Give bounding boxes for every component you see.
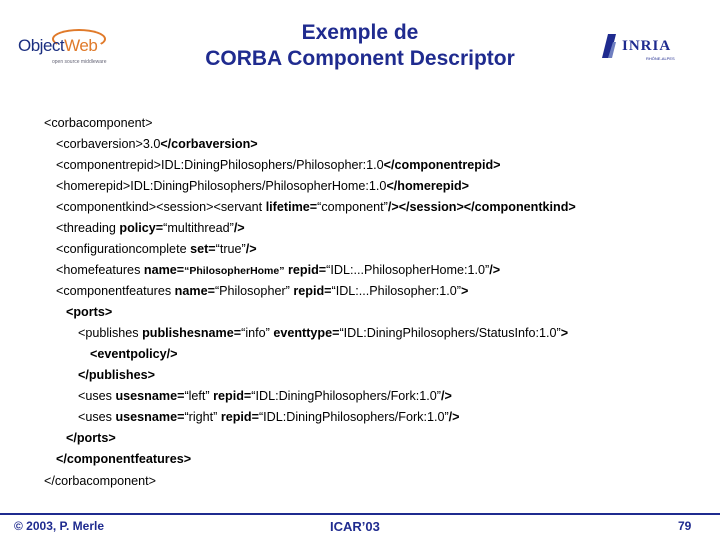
inria-wordmark: INRIA bbox=[622, 38, 672, 54]
code-line: <configurationcomplete set=“true”/> bbox=[56, 242, 257, 256]
code-line: <ports> bbox=[66, 305, 113, 319]
title-line-2: CORBA Component Descriptor bbox=[205, 47, 515, 70]
slide-title bbox=[150, 20, 570, 72]
objectweb-wordmark: ObjectWeb bbox=[18, 36, 98, 55]
code-line: <corbaversion>3.0</corbaversion> bbox=[56, 137, 258, 151]
code-line: <publishes publishesname=“info” eventtype=“IDL:DiningPhilosophers/StatusInfo:1.0”> bbox=[78, 326, 569, 340]
code-line: </ports> bbox=[66, 431, 116, 445]
objectweb-logo bbox=[14, 28, 126, 70]
code-line: </corbacomponent> bbox=[44, 474, 157, 488]
objectweb-tagline: open source middleware bbox=[52, 59, 107, 65]
code-line: </publishes> bbox=[78, 368, 155, 382]
code-line: <eventpolicy/> bbox=[90, 347, 178, 361]
code-line: <componentfeatures name=“Philosopher” repid=“IDL:...Philosopher:1.0”> bbox=[56, 284, 469, 298]
page-number: 79 bbox=[678, 519, 692, 533]
code-line: <homefeatures name=“PhilosopherHome” repid=“IDL:...PhilosopherHome:1.0”/> bbox=[56, 263, 501, 277]
footer-divider bbox=[0, 513, 720, 515]
code-line: <uses usesname=“left” repid=“IDL:DiningPhilosophers/Fork:1.0”/> bbox=[78, 389, 452, 403]
inria-logo-icon bbox=[600, 28, 682, 64]
inria-logo bbox=[600, 28, 682, 64]
code-line: <homerepid>IDL:DiningPhilosophers/PhilosopherHome:1.0</homerepid> bbox=[56, 179, 470, 193]
title-line-1: Exemple de bbox=[301, 21, 419, 44]
code-line: <uses usesname=“right” repid=“IDL:DiningPhilosophers/Fork:1.0”/> bbox=[78, 410, 460, 424]
code-line: </componentfeatures> bbox=[56, 452, 192, 466]
code-line: <componentkind><session><servant lifetime=“component”/></session></componentkind> bbox=[56, 200, 576, 214]
code-line: <componentrepid>IDL:DiningPhilosophers/Philosopher:1.0</componentrepid> bbox=[56, 158, 501, 172]
inria-subtext: RHÔNE-ALPES bbox=[646, 56, 675, 61]
code-line: <threading policy=“multithread”/> bbox=[56, 221, 245, 235]
code-line: <corbacomponent> bbox=[44, 116, 153, 130]
footer-event: ICAR’03 bbox=[330, 519, 380, 534]
footer-copyright: © 2003, P. Merle bbox=[14, 519, 105, 533]
